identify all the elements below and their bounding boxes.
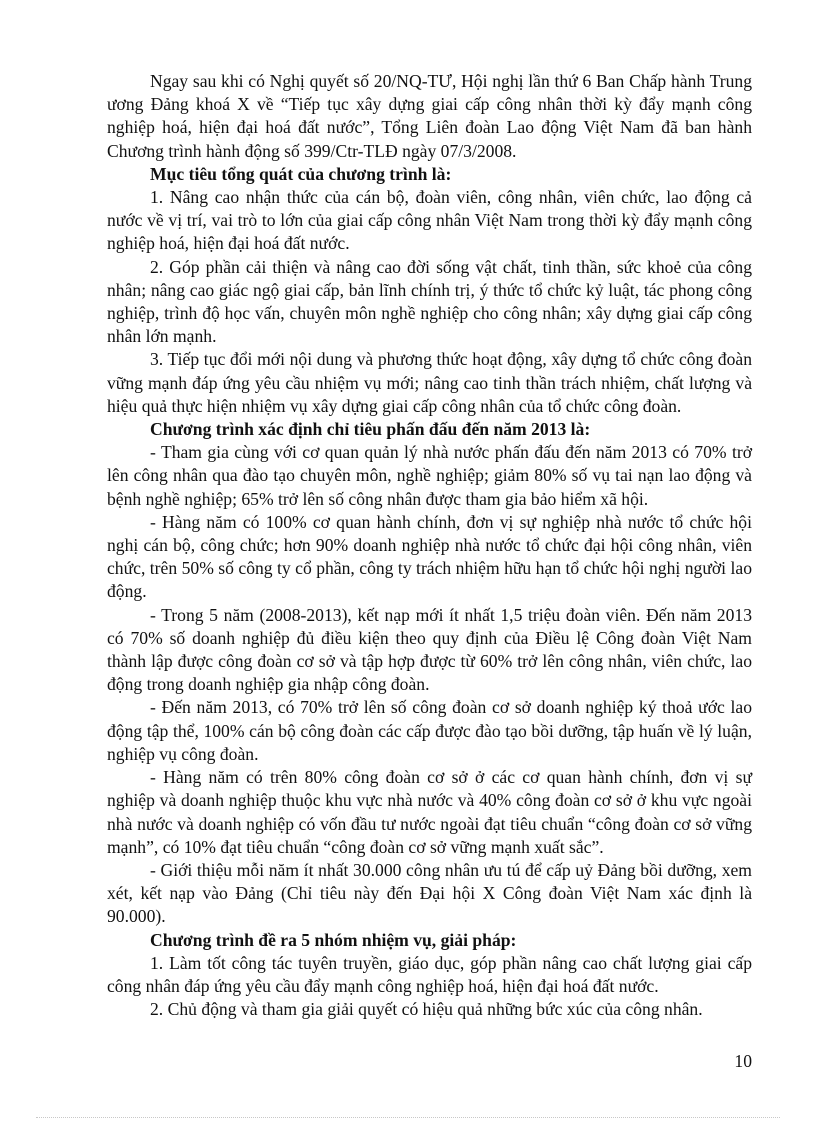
target-item-5: - Hàng năm có trên 80% công đoàn cơ sở ở các cơ quan hành chính, đơn vị sự nghiệp và doanh nghiệp thuộc khu vực nhà nước và 40% công đoàn cơ sở ở khu vực ngoài nhà nước và doanh nghiệp có vốn đầu tư nước ngoài đạt tiêu chuẩn “công đoàn cơ sở vững mạnh”, có 10% đạt tiêu chuẩn “công đoàn cơ sở vững mạnh xuất sắc”. (107, 767, 752, 857)
tasks-heading: Chương trình đề ra 5 nhóm nhiệm vụ, giải pháp: (150, 929, 517, 950)
document-page (107, 70, 752, 1021)
objective-item-2: 2. Góp phần cải thiện và nâng cao đời sống vật chất, tinh thần, sức khoẻ của công nhân; nâng cao giác ngộ giai cấp, bản lĩnh chính trị, ý thức tổ chức kỷ luật, tác phong công nghiệp, trình độ học vấn, chuyên môn nghề nghiệp cho công nhân; xây dựng giai cấp công nhân lớn mạnh. (107, 256, 752, 347)
target-item-2: - Hàng năm có 100% cơ quan hành chính, đơn vị sự nghiệp nhà nước tổ chức hội nghị cán bộ, công chức; hơn 90% doanh nghiệp nhà nước tổ chức đại hội công nhân, viên chức, trên 50% số công ty cổ phần, công ty trách nhiệm hữu hạn tổ chức hội nghị người lao động. (107, 511, 752, 602)
target-item-6: - Giới thiệu mỗi năm ít nhất 30.000 công nhân ưu tú để cấp uỷ Đảng bồi dưỡng, xem xét, kết nạp vào Đảng (Chỉ tiêu này đến Đại hội X Công đoàn Việt Nam xác định là 90.000). (107, 859, 752, 927)
objective-item-1: 1. Nâng cao nhận thức của cán bộ, đoàn viên, công nhân, viên chức, lao động cả nước về vị trí, vai trò to lớn của giai cấp công nhân Việt Nam trong thời kỳ đẩy mạnh công nghiệp hoá, hiện đại hoá đất nước. (107, 187, 752, 254)
target-item-1: - Tham gia cùng với cơ quan quản lý nhà nước phấn đấu đến năm 2013 có 70% trở lên công nhân qua đào tạo chuyên môn, nghề nghiệp; giảm 80% số vụ tai nạn lao động và bệnh nghề nghiệp; 65% trở lên số công nhân được tham gia bảo hiểm xã hội. (107, 442, 752, 509)
task-item-1: 1. Làm tốt công tác tuyên truyền, giáo dục, góp phần nâng cao chất lượng giai cấp công nhân đáp ứng yêu cầu đẩy mạnh công nghiệp hoá, hiện đại hoá đất nước. (107, 952, 752, 996)
target-item-3: - Trong 5 năm (2008-2013), kết nạp mới ít nhất 1,5 triệu đoàn viên. Đến năm 2013 có 70% số doanh nghiệp đủ điều kiện theo quy định của Điều lệ Công đoàn Việt Nam thành lập được công đoàn cơ sở và tập hợp được từ 60% trở lên công nhân, viên chức, lao động trong doanh nghiệp gia nhập công đoàn. (107, 604, 752, 695)
targets-heading: Chương trình xác định chỉ tiêu phấn đấu đến năm 2013 là: (150, 419, 591, 440)
objectives-heading: Mục tiêu tổng quát của chương trình là: (150, 163, 452, 184)
task-item-2: 2. Chủ động và tham gia giải quyết có hiệu quả những bức xúc của công nhân. (150, 999, 703, 1020)
objective-item-3: 3. Tiếp tục đổi mới nội dung và phương thức hoạt động, xây dựng tổ chức công đoàn vững mạnh đáp ứng yêu cầu nhiệm vụ mới; nâng cao tinh thần trách nhiệm, chất lượng và hiệu quả thực hiện nhiệm vụ xây dựng giai cấp công nhân của tổ chức công đoàn. (107, 349, 752, 416)
target-item-4: - Đến năm 2013, có 70% trở lên số công đoàn cơ sở doanh nghiệp ký thoả ước lao động tập thể, 100% cán bộ công đoàn các cấp được đào tạo bồi dưỡng, tập huấn về lý luận, nghiệp vụ công đoàn. (107, 697, 752, 764)
intro-paragraph: Ngay sau khi có Nghị quyết số 20/NQ-TƯ, Hội nghị lần thứ 6 Ban Chấp hành Trung ương Đảng khoá X về “Tiếp tục xây dựng giai cấp công nhân thời kỳ đẩy mạnh công nghiệp hoá, hiện đại hoá đất nước”, Tổng Liên đoàn Lao động Việt Nam đã ban hành Chương trình hành động số 399/Ctr-TLĐ ngày 07/3/2008. (107, 71, 752, 161)
page-bottom-divider (36, 1117, 780, 1118)
page-number: 10 (734, 1051, 752, 1071)
